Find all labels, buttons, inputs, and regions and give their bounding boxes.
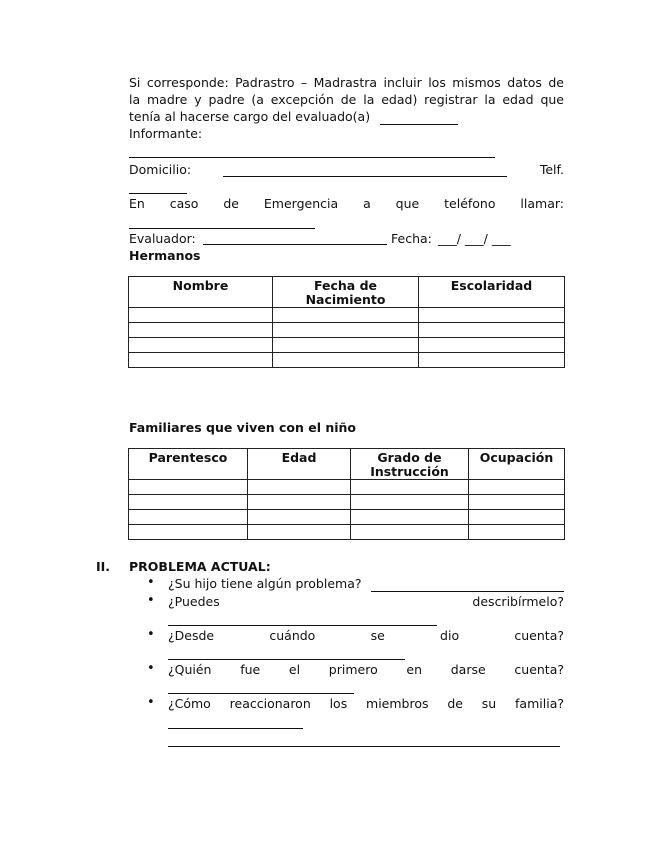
fecha-label: Fecha: — [391, 231, 432, 246]
familiares-header-grado: Grado de Instrucción — [351, 449, 469, 480]
familiares-header-parentesco: Parentesco — [129, 449, 248, 480]
hermanos-title: Hermanos — [129, 248, 201, 263]
informante-blank[interactable] — [129, 157, 495, 158]
hermanos-header-fecha: Fecha de Nacimiento — [273, 277, 419, 308]
evaluador-label: Evaluador: — [129, 231, 196, 246]
table-row — [129, 510, 565, 525]
intro-line-3-text: tenía al hacerse cargo del evaluado(a) — [129, 109, 371, 124]
hermanos-header-escolaridad: Escolaridad — [419, 277, 565, 308]
answer-5-blank[interactable] — [168, 728, 303, 729]
emergencia-label: En caso de Emergencia a que teléfono llamar: — [129, 196, 564, 211]
domicilio-blank[interactable] — [223, 176, 507, 177]
table-row — [129, 353, 565, 368]
question-1: ¿Su hijo tiene algún problema? — [168, 576, 362, 591]
bullet-icon: • — [147, 575, 155, 590]
familiares-table — [128, 448, 565, 540]
problema-title: PROBLEMA ACTUAL: — [129, 559, 271, 574]
table-row — [129, 323, 565, 338]
familiares-title: Familiares que viven con el niño — [129, 420, 357, 435]
evaluador-blank[interactable] — [203, 244, 387, 245]
question-3: ¿Desde cuándo se dio cuenta? — [168, 628, 564, 643]
question-2: ¿Puedes describírmelo? — [168, 594, 564, 609]
question-5: ¿Cómo reaccionaron los miembros de su familia? — [168, 696, 564, 711]
answer-5-blank-2[interactable] — [168, 746, 560, 747]
fecha-blanks[interactable]: ___/ ___/ ___ — [438, 231, 511, 246]
table-row — [129, 525, 565, 540]
bullet-icon: • — [147, 593, 155, 608]
telf-label: Telf. — [539, 162, 564, 177]
hermanos-header-nombre: Nombre — [129, 277, 273, 308]
bullet-icon: • — [147, 661, 155, 676]
answer-1-blank[interactable] — [371, 591, 564, 592]
table-row — [129, 338, 565, 353]
table-row — [129, 308, 565, 323]
hermanos-table — [128, 276, 565, 368]
table-row — [129, 495, 565, 510]
domicilio-label: Domicilio: — [129, 162, 192, 177]
question-4: ¿Quién fue el primero en darse cuenta? — [168, 662, 564, 677]
answer-2-blank[interactable] — [168, 625, 437, 626]
answer-3-blank[interactable] — [168, 659, 405, 660]
section-number: II. — [96, 559, 111, 574]
emergencia-blank[interactable] — [129, 228, 315, 229]
intro-line-1: Si corresponde: Padrastro – Madrastra incluir los mismos datos de — [129, 75, 564, 90]
telf-blank[interactable] — [129, 193, 187, 194]
intro-line-2: la madre y padre (a excepción de la edad) registrar la edad que — [129, 92, 564, 107]
bullet-icon: • — [147, 627, 155, 642]
answer-4-blank[interactable] — [168, 693, 354, 694]
intro-line-3 — [129, 108, 564, 125]
bullet-icon: • — [147, 695, 155, 710]
informante-label: Informante: — [129, 126, 203, 141]
familiares-header-ocupacion: Ocupación — [469, 449, 565, 480]
familiares-header-edad: Edad — [248, 449, 351, 480]
table-row — [129, 480, 565, 495]
